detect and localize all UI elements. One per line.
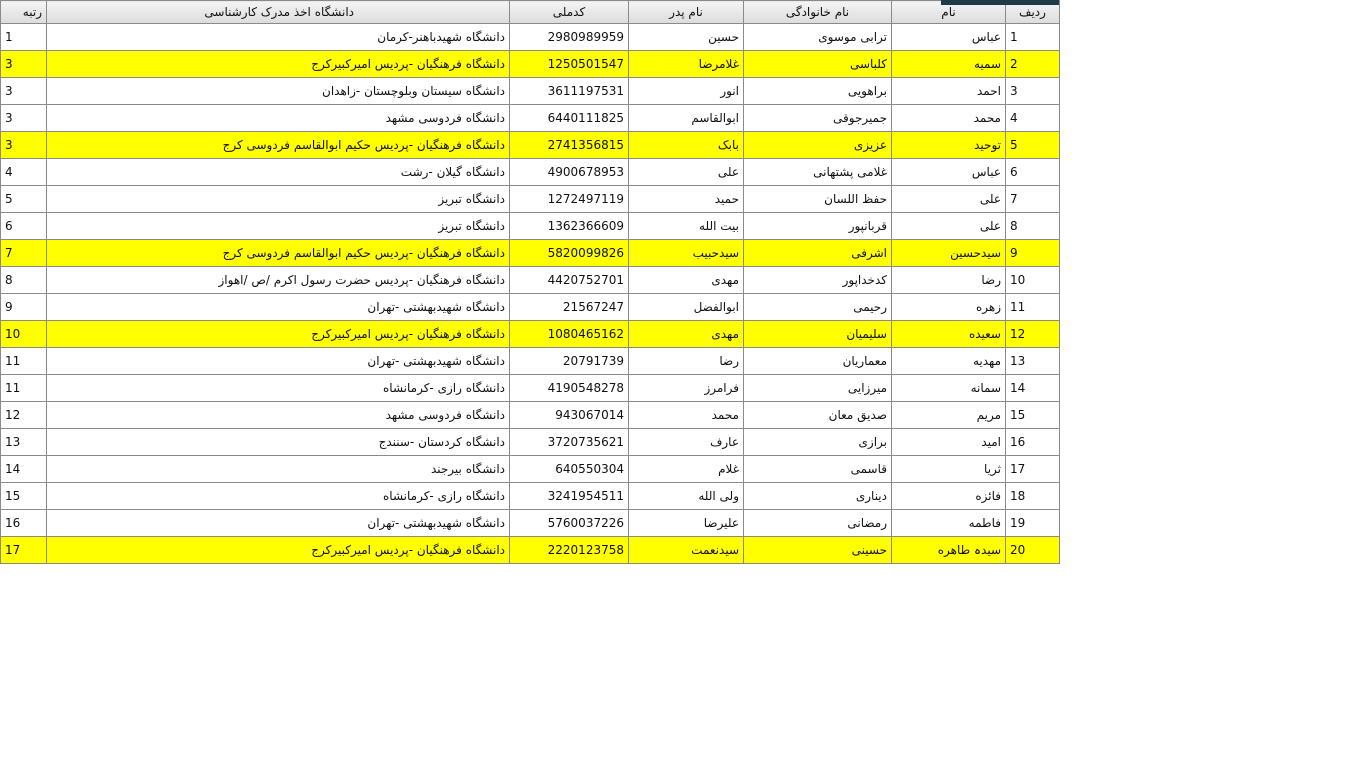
cell-university[interactable]: دانشگاه فرهنگیان -پردیس حکیم ابوالقاسم فردوسی کرج: [47, 132, 510, 159]
cell-father-name[interactable]: سیدنعمت: [629, 537, 744, 564]
cell-last-name[interactable]: کدخداپور: [744, 267, 892, 294]
cell-first-name[interactable]: رضا: [892, 267, 1006, 294]
cell-national-code[interactable]: 3720735621: [510, 429, 629, 456]
cell-national-code[interactable]: 1080465162: [510, 321, 629, 348]
table-row[interactable]: [1, 429, 1060, 456]
cell-university[interactable]: دانشگاه گیلان -رشت: [47, 159, 510, 186]
cell-university[interactable]: دانشگاه تبریز: [47, 213, 510, 240]
cell-university[interactable]: دانشگاه تبریز: [47, 186, 510, 213]
cell-national-code[interactable]: 2741356815: [510, 132, 629, 159]
cell-rank[interactable]: 3: [1, 78, 47, 105]
cell-father-name[interactable]: مهدی: [629, 267, 744, 294]
cell-university[interactable]: دانشگاه فرهنگیان -پردیس حضرت رسول اکرم /ص /اهواز: [47, 267, 510, 294]
cell-row-number[interactable]: 3: [1006, 78, 1060, 105]
cell-first-name[interactable]: عباس: [892, 159, 1006, 186]
cell-last-name[interactable]: کلباسی: [744, 51, 892, 78]
cell-row-number[interactable]: 13: [1006, 348, 1060, 375]
cell-first-name[interactable]: فائزه: [892, 483, 1006, 510]
header-rank[interactable]: رتبه: [1, 1, 47, 24]
cell-row-number[interactable]: 5: [1006, 132, 1060, 159]
cell-row-number[interactable]: 4: [1006, 105, 1060, 132]
cell-last-name[interactable]: غلامی پشتهانی: [744, 159, 892, 186]
cell-national-code[interactable]: 4900678953: [510, 159, 629, 186]
cell-university[interactable]: دانشگاه فرهنگیان -پردیس امیرکبیرکرج: [47, 321, 510, 348]
cell-university[interactable]: دانشگاه شهیدبهشتی -تهران: [47, 510, 510, 537]
cell-father-name[interactable]: بیت الله: [629, 213, 744, 240]
cell-row-number[interactable]: 1: [1006, 24, 1060, 51]
cell-national-code[interactable]: 3241954511: [510, 483, 629, 510]
cell-national-code[interactable]: 1250501547: [510, 51, 629, 78]
cell-university[interactable]: دانشگاه رازی -کرمانشاه: [47, 483, 510, 510]
cell-first-name[interactable]: احمد: [892, 78, 1006, 105]
cell-university[interactable]: دانشگاه کردستان -سنندج: [47, 429, 510, 456]
cell-father-name[interactable]: مهدی: [629, 321, 744, 348]
cell-rank[interactable]: 17: [1, 537, 47, 564]
table-row[interactable]: [1, 105, 1060, 132]
cell-row-number[interactable]: 9: [1006, 240, 1060, 267]
header-first-name[interactable]: نام: [892, 1, 1006, 24]
cell-father-name[interactable]: عارف: [629, 429, 744, 456]
table-row[interactable]: [1, 51, 1060, 78]
table-row[interactable]: [1, 24, 1060, 51]
cell-father-name[interactable]: حسین: [629, 24, 744, 51]
table-row[interactable]: [1, 132, 1060, 159]
cell-national-code[interactable]: 20791739: [510, 348, 629, 375]
cell-row-number[interactable]: 18: [1006, 483, 1060, 510]
cell-last-name[interactable]: حفظ اللسان: [744, 186, 892, 213]
cell-first-name[interactable]: سمیه: [892, 51, 1006, 78]
cell-rank[interactable]: 3: [1, 51, 47, 78]
cell-rank[interactable]: 5: [1, 186, 47, 213]
cell-rank[interactable]: 1: [1, 24, 47, 51]
cell-last-name[interactable]: رمضانی: [744, 510, 892, 537]
cell-rank[interactable]: 3: [1, 132, 47, 159]
cell-first-name[interactable]: امید: [892, 429, 1006, 456]
cell-last-name[interactable]: دیناری: [744, 483, 892, 510]
table-body: [1, 24, 1060, 564]
cell-last-name[interactable]: قربانپور: [744, 213, 892, 240]
cell-father-name[interactable]: غلامرضا: [629, 51, 744, 78]
table-row[interactable]: [1, 294, 1060, 321]
cell-university[interactable]: دانشگاه رازی -کرمانشاه: [47, 375, 510, 402]
cell-university[interactable]: دانشگاه شهیدباهنر-کرمان: [47, 24, 510, 51]
cell-national-code[interactable]: 1362366609: [510, 213, 629, 240]
cell-national-code[interactable]: 2220123758: [510, 537, 629, 564]
cell-university[interactable]: دانشگاه فرهنگیان -پردیس امیرکبیرکرج: [47, 537, 510, 564]
cell-university[interactable]: دانشگاه بیرجند: [47, 456, 510, 483]
cell-national-code[interactable]: 5760037226: [510, 510, 629, 537]
cell-father-name[interactable]: سیدحبیب: [629, 240, 744, 267]
table-row[interactable]: [1, 159, 1060, 186]
cell-first-name[interactable]: عباس: [892, 24, 1006, 51]
cell-national-code[interactable]: 21567247: [510, 294, 629, 321]
cell-last-name[interactable]: اشرفی: [744, 240, 892, 267]
cell-national-code[interactable]: 1272497119: [510, 186, 629, 213]
cell-rank[interactable]: 10: [1, 321, 47, 348]
cell-rank[interactable]: 3: [1, 105, 47, 132]
cell-father-name[interactable]: رضا: [629, 348, 744, 375]
cell-row-number[interactable]: 8: [1006, 213, 1060, 240]
cell-row-number[interactable]: 6: [1006, 159, 1060, 186]
cell-national-code[interactable]: 943067014: [510, 402, 629, 429]
cell-first-name[interactable]: سمانه: [892, 375, 1006, 402]
cell-first-name[interactable]: ثریا: [892, 456, 1006, 483]
table-row[interactable]: [1, 267, 1060, 294]
table-row[interactable]: [1, 321, 1060, 348]
header-father-name[interactable]: نام پدر: [629, 1, 744, 24]
cell-row-number[interactable]: 20: [1006, 537, 1060, 564]
cell-last-name[interactable]: ترابی موسوی: [744, 24, 892, 51]
cell-first-name[interactable]: توحید: [892, 132, 1006, 159]
cell-first-name[interactable]: فاطمه: [892, 510, 1006, 537]
cell-last-name[interactable]: حسینی: [744, 537, 892, 564]
cell-father-name[interactable]: بابک: [629, 132, 744, 159]
header-overlay-bar: [941, 0, 1059, 5]
cell-father-name[interactable]: علی: [629, 159, 744, 186]
table-row[interactable]: [1, 240, 1060, 267]
table-row[interactable]: [1, 510, 1060, 537]
cell-rank[interactable]: 11: [1, 348, 47, 375]
cell-first-name[interactable]: مریم: [892, 402, 1006, 429]
cell-national-code[interactable]: 640550304: [510, 456, 629, 483]
cell-last-name[interactable]: براهویی: [744, 78, 892, 105]
cell-rank[interactable]: 15: [1, 483, 47, 510]
cell-first-name[interactable]: محمد: [892, 105, 1006, 132]
header-national-code[interactable]: کدملی: [510, 1, 629, 24]
header-last-name[interactable]: نام خانوادگی: [744, 1, 892, 24]
cell-national-code[interactable]: 6440111825: [510, 105, 629, 132]
cell-last-name[interactable]: عزیزی: [744, 132, 892, 159]
cell-first-name[interactable]: علی: [892, 186, 1006, 213]
cell-row-number[interactable]: 15: [1006, 402, 1060, 429]
cell-national-code[interactable]: 2980989959: [510, 24, 629, 51]
table-row[interactable]: [1, 537, 1060, 564]
cell-first-name[interactable]: مهدیه: [892, 348, 1006, 375]
cell-father-name[interactable]: علیرضا: [629, 510, 744, 537]
cell-father-name[interactable]: فرامرز: [629, 375, 744, 402]
cell-university[interactable]: دانشگاه فردوسی مشهد: [47, 105, 510, 132]
cell-university[interactable]: دانشگاه فردوسی مشهد: [47, 402, 510, 429]
cell-row-number[interactable]: 16: [1006, 429, 1060, 456]
cell-rank[interactable]: 13: [1, 429, 47, 456]
cell-first-name[interactable]: علی: [892, 213, 1006, 240]
table-row[interactable]: [1, 483, 1060, 510]
cell-rank[interactable]: 9: [1, 294, 47, 321]
cell-row-number[interactable]: 19: [1006, 510, 1060, 537]
header-university[interactable]: دانشگاه اخذ مدرک کارشناسی: [47, 1, 510, 24]
table-row[interactable]: [1, 78, 1060, 105]
table-row[interactable]: [1, 402, 1060, 429]
cell-father-name[interactable]: ابوالقاسم: [629, 105, 744, 132]
cell-rank[interactable]: 16: [1, 510, 47, 537]
cell-last-name[interactable]: سلیمیان: [744, 321, 892, 348]
table-row[interactable]: [1, 186, 1060, 213]
cell-national-code[interactable]: 4190548278: [510, 375, 629, 402]
cell-row-number[interactable]: 11: [1006, 294, 1060, 321]
cell-first-name[interactable]: سیدہ طاهره: [892, 537, 1006, 564]
cell-national-code[interactable]: 3611197531: [510, 78, 629, 105]
cell-rank[interactable]: 11: [1, 375, 47, 402]
table-row[interactable]: [1, 456, 1060, 483]
cell-national-code[interactable]: 5820099826: [510, 240, 629, 267]
cell-university[interactable]: دانشگاه سیستان وبلوچستان -زاهدان: [47, 78, 510, 105]
cell-row-number[interactable]: 17: [1006, 456, 1060, 483]
cell-row-number[interactable]: 12: [1006, 321, 1060, 348]
cell-row-number[interactable]: 14: [1006, 375, 1060, 402]
cell-last-name[interactable]: برازی: [744, 429, 892, 456]
cell-last-name[interactable]: معماریان: [744, 348, 892, 375]
cell-row-number[interactable]: 2: [1006, 51, 1060, 78]
cell-rank[interactable]: 4: [1, 159, 47, 186]
cell-rank[interactable]: 7: [1, 240, 47, 267]
cell-first-name[interactable]: زهره: [892, 294, 1006, 321]
table-row[interactable]: [1, 213, 1060, 240]
header-row-number[interactable]: ردیف: [1006, 1, 1060, 24]
cell-university[interactable]: دانشگاه شهیدبهشتی -تهران: [47, 348, 510, 375]
cell-last-name[interactable]: جمیرجوقی: [744, 105, 892, 132]
table-row[interactable]: [1, 375, 1060, 402]
cell-row-number[interactable]: 10: [1006, 267, 1060, 294]
cell-father-name[interactable]: ابوالفضل: [629, 294, 744, 321]
cell-rank[interactable]: 12: [1, 402, 47, 429]
cell-father-name[interactable]: محمد: [629, 402, 744, 429]
cell-university[interactable]: دانشگاه فرهنگیان -پردیس امیرکبیرکرج: [47, 51, 510, 78]
cell-father-name[interactable]: غلام: [629, 456, 744, 483]
cell-national-code[interactable]: 4420752701: [510, 267, 629, 294]
cell-father-name[interactable]: انور: [629, 78, 744, 105]
header-row: [1, 1, 1060, 24]
cell-father-name[interactable]: ولی الله: [629, 483, 744, 510]
cell-last-name[interactable]: قاسمی: [744, 456, 892, 483]
cell-last-name[interactable]: صدیق معان: [744, 402, 892, 429]
cell-father-name[interactable]: حمید: [629, 186, 744, 213]
cell-rank[interactable]: 8: [1, 267, 47, 294]
cell-rank[interactable]: 6: [1, 213, 47, 240]
cell-first-name[interactable]: سیدحسین: [892, 240, 1006, 267]
cell-rank[interactable]: 14: [1, 456, 47, 483]
cell-last-name[interactable]: رحیمی: [744, 294, 892, 321]
cell-last-name[interactable]: میرزایی: [744, 375, 892, 402]
table-row[interactable]: [1, 348, 1060, 375]
cell-university[interactable]: دانشگاه فرهنگیان -پردیس حکیم ابوالقاسم فردوسی کرج: [47, 240, 510, 267]
cell-row-number[interactable]: 7: [1006, 186, 1060, 213]
cell-first-name[interactable]: سعیده: [892, 321, 1006, 348]
cell-university[interactable]: دانشگاه شهیدبهشتی -تهران: [47, 294, 510, 321]
